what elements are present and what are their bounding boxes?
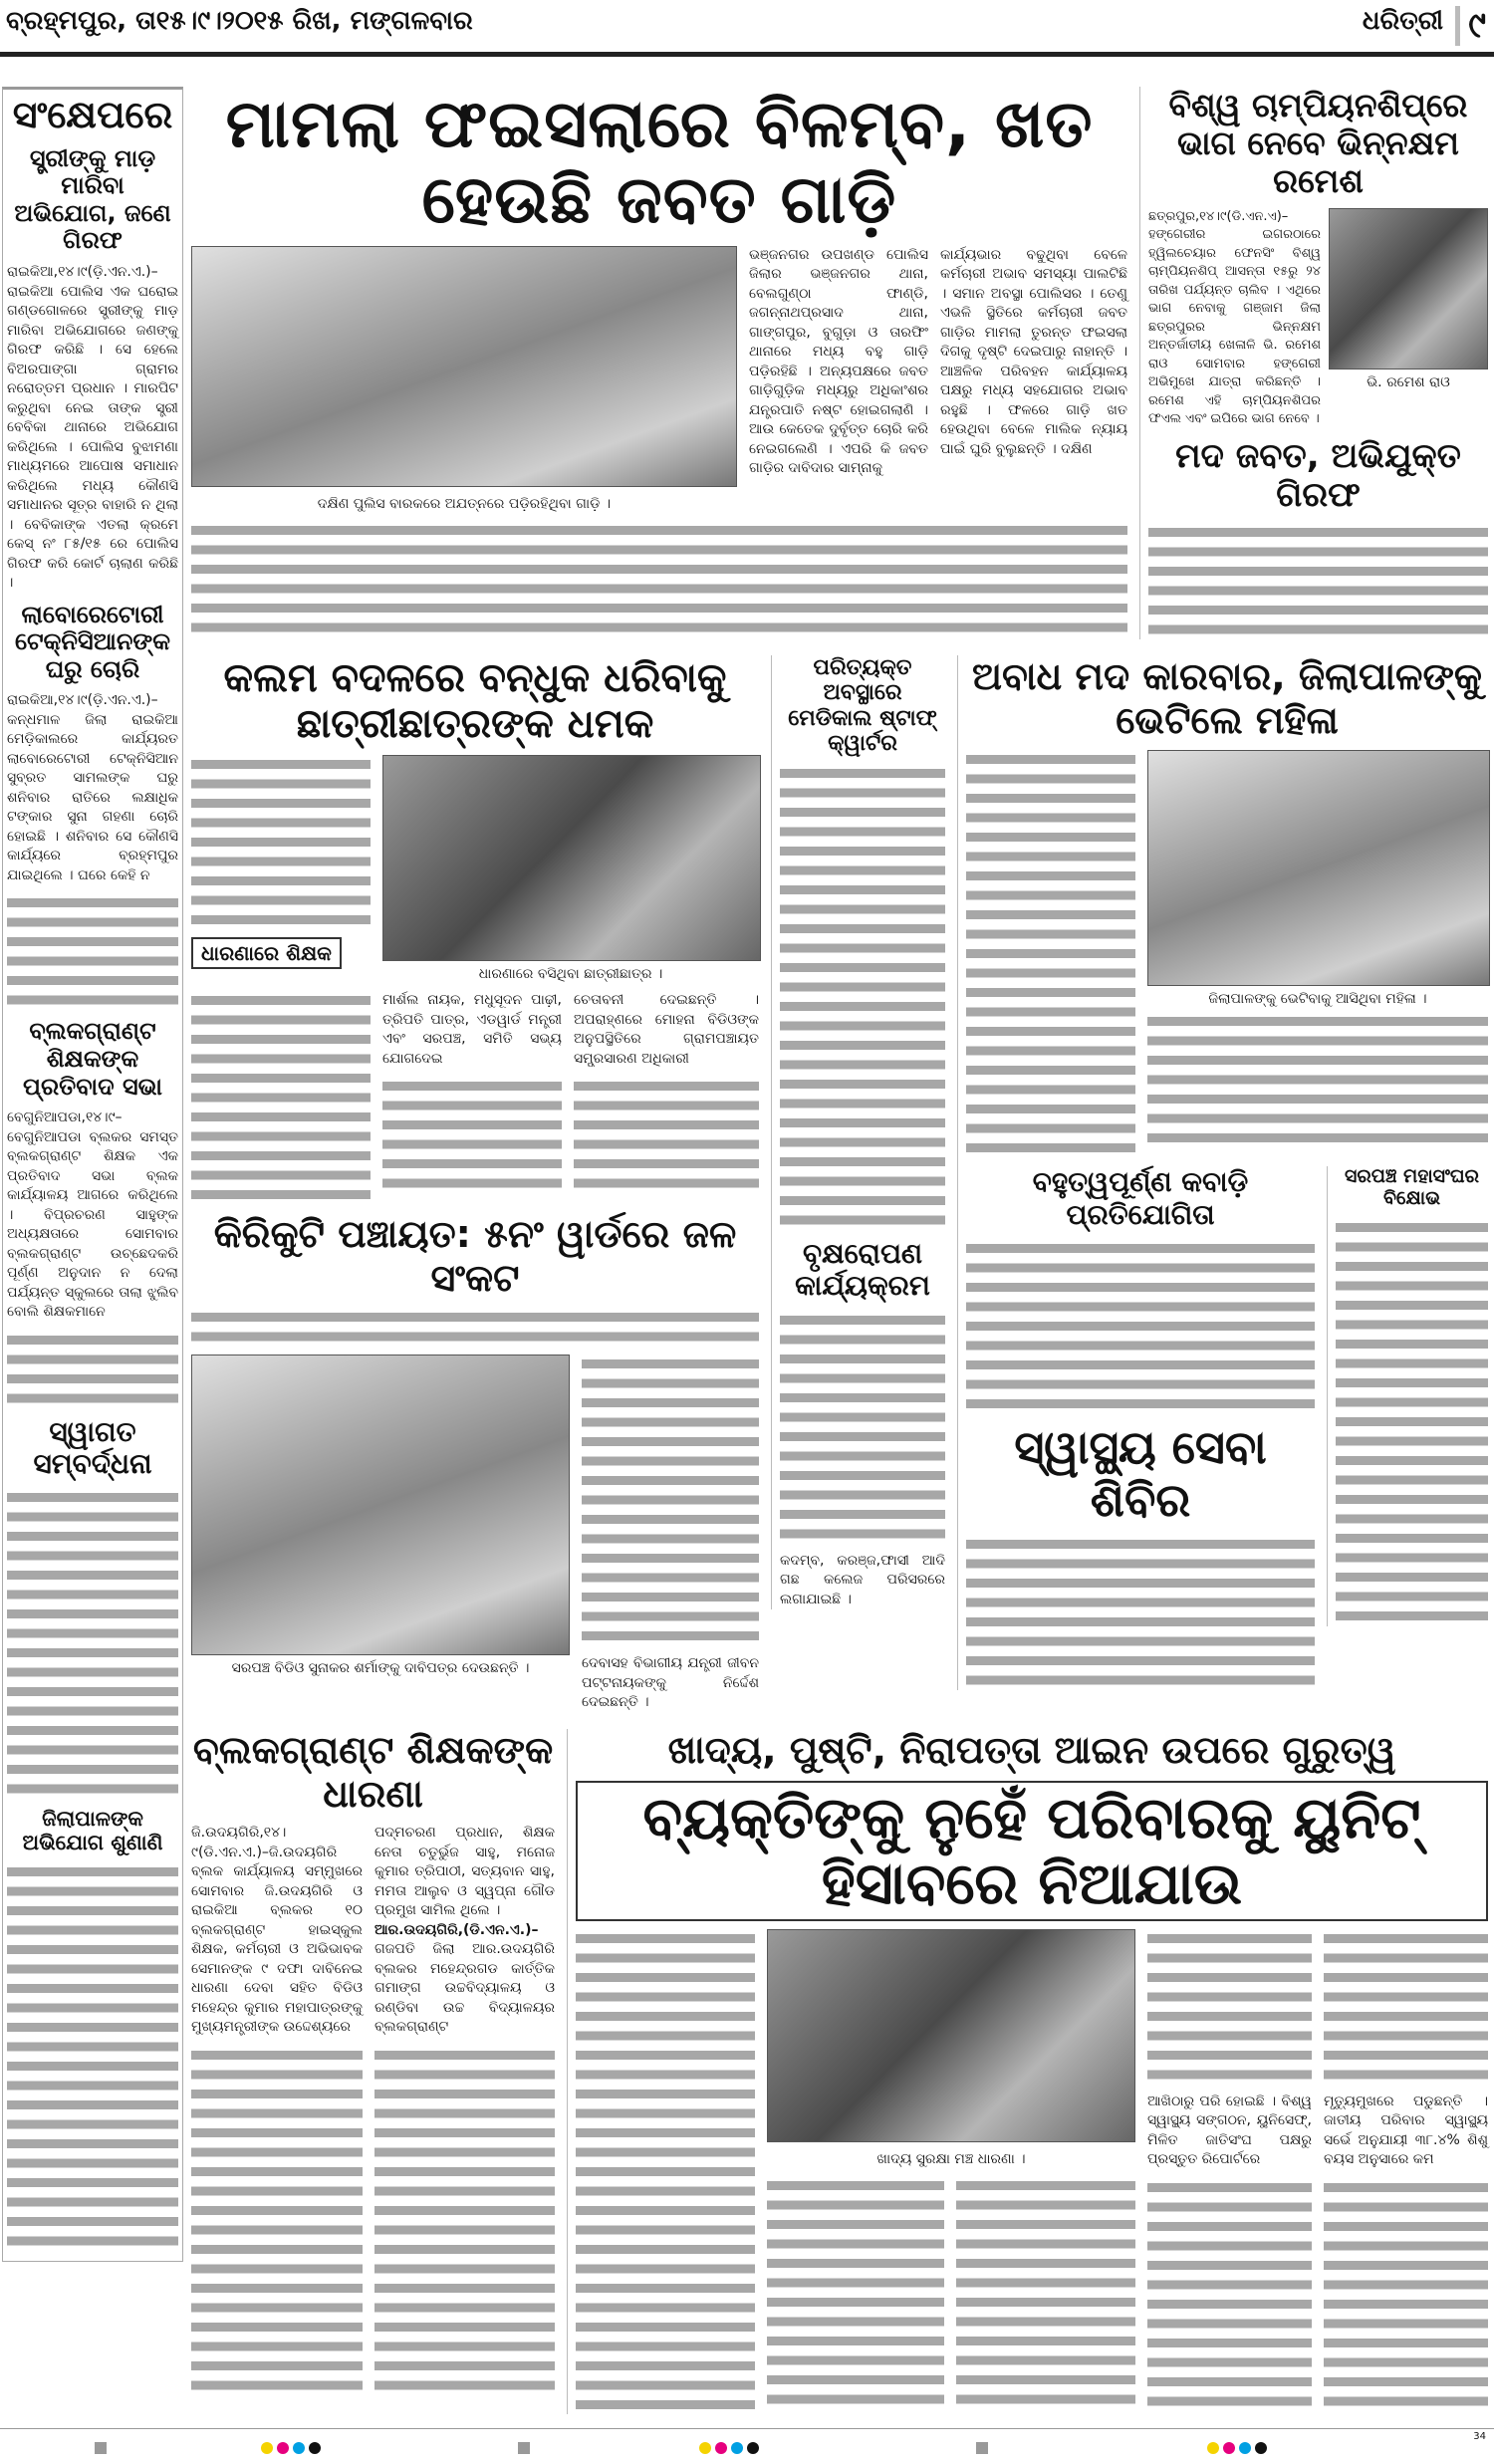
block-grant-col2-text: ପଦ୍ମଚରଣ ପ୍ରଧାନ, ଶିକ୍ଷକ ନେତା ଚତୁର୍ଭୁଜ ସାହୁ, ମନୋଜ କୁମାର ତ୍ରିପାଠୀ, ସତ୍ୟବାନ ସାହୁ, ମମତା ଆଲୁବ ଓ ସ୍ୱପ୍ନା ଗୌଡ ପ୍ରମୁଖ ସାମିଲ ଥିଲେ ।: [374, 1825, 555, 1919]
students-body-col: [191, 991, 371, 1205]
lead-row: [191, 246, 1127, 513]
brief-body: ରାଇକିଆ,୧୪।୯(ଡ଼ି.ଏନ.ଏ.)– ରାଇକିଆ ପୋଲିସ ଏକ ଘରୋଇ ଗଣ୍ଡଗୋଳରେ ସ୍ତ୍ରୀଙ୍କୁ ମାଡ଼ ମାରିବା ଅଭିଯୋଗରେ ଜଣଙ୍କୁ ଗିରଫ କରିଛି । ସେ ହେଲେ ବିଅରପାଙ୍ଗା ଗ୍ରାମର ନରୋତ୍ତମ ପ୍ରଧାନ । ମାରପିଟ କରୁଥିବା ନେଇ ତାଙ୍କ ସ୍ତ୍ରୀ ବେବିକା ଥାନାରେ ଅଭିଯୋଗ କରିଥିଲେ । ପୋଲିସ ବୁଝାମଣା ମାଧ୍ୟମରେ ଆପୋଷ ସମାଧାନ କରିଥିଲେ ମଧ୍ୟ କୌଣସି ସମାଧାନର ସୂତ୍ର ବାହାରି ନ ଥିଲା । ବେବିକାଙ୍କ ଏତଲା କ୍ରମେ କେସ୍ ନଂ ୮୫/୧୫ ରେ ପୋଲିସ ଗିରଫ କରି କୋର୍ଟ ଚାଲାଣ କରିଛି ।: [7, 264, 178, 592]
brief-headline: ସ୍ୱାଗତ ସମ୍ବର୍ଦ୍ଧନା: [33, 1414, 152, 1480]
food-security-headline: ବ୍ୟକ୍ତିଙ୍କୁ ନୁହେଁ ପରିବାରକୁ ୟୁନିଟ୍ ହିସାବରେ ନିଆଯାଉ: [576, 1781, 1488, 1921]
athlete-story: [1139, 87, 1488, 639]
students-protest-photo: [382, 755, 761, 961]
water-col: [582, 1355, 759, 1713]
water-photo: [191, 1355, 570, 1655]
lead-photo-abandoned-vehicles: [191, 246, 737, 487]
brief-headline: ବ୍ଲକଗ୍ରାଣ୍ଟ ଶିକ୍ଷକଙ୍କ ପ୍ରତିବାଦ ସଭା: [23, 1017, 162, 1101]
food-security-snippet-a: ଆଖିଠାରୁ ପରି ହୋଇଛି । ବିଶ୍ୱ ସ୍ୱାସ୍ଥ୍ୟ ସଙ୍ଗଠନ, ୟୁନିସେଫ୍, ମିଳିତ ଜାତିସଂଘ ପକ୍ଷରୁ ପ୍ରସ୍ତୁତ ରିପୋର୍ଟରେ: [1147, 2093, 1312, 2168]
gray-swatch: [518, 2439, 530, 2458]
women-block: [957, 655, 1488, 1690]
bottom-section: [191, 1729, 1488, 2414]
food-security-snippet-b: ମୃତ୍ୟୁମୁଖରେ ପଡୁଛନ୍ତି । ଜାତୀୟ ପରିବାର ସ୍ୱାସ୍ଥ୍ୟ ସର୍ଭେ ଅନୁଯାୟୀ ୩୮.୪% ଶିଶୁ ବୟସ ଅନୁସାରେ କମ: [1324, 2093, 1488, 2168]
page-number: ୯: [1455, 6, 1486, 46]
women-photo-block: [1147, 750, 1488, 1148]
food-security-col3-continued: [1147, 2178, 1312, 2411]
plantation-headline: ବୃକ୍ଷରୋପଣ କାର୍ଯ୍ୟକ୍ରମ: [795, 1237, 930, 1303]
water-crisis-headline: କିରିକୁଟି ପଞ୍ଚାୟତ: ୫ନଂ ୱାର୍ଡରେ ଜଳ ସଂକଟ: [213, 1212, 737, 1300]
lead-col1: [749, 246, 928, 479]
lead-body-col1: ଭଞ୍ଜନଗର ଉପଖଣ୍ଡ ପୋଲିସ ଜିଲାର ଭଞ୍ଜନଗର ଥାନା, ବେଲଗୁଣ୍ଠା ଫାଣ୍ଡି, ଜଗନ୍ନାଥପ୍ରସାଦ ଥାନା, ଗାଙ୍ଗପୁର, ବୁଗୁଡ଼ା ଓ ତାରଫିଂ ଥାନାରେ ମଧ୍ୟ ବହୁ ଗାଡ଼ି ପଡ଼ିରହିଛି । ଅନ୍ୟପକ୍ଷରେ ଜବତ ଗାଡ଼ିଗୁଡ଼ିକ ମଧ୍ୟରୁ ଅଧିକାଂଶର ଯନ୍ତ୍ରପାତି ନଷ୍ଟ ହୋଇଗଲାଣି । ଆଉ କେତେକ ଦୁର୍ବୃତ୍ତ ଚୋରି କରି ନେଇଗଲେଣି । ଏପରି କି ଜବତ ଗାଡ଼ିର ଦାବିଦାର ସାମ୍ନାକୁ: [749, 246, 928, 477]
block-grant-col1-block: [191, 1824, 363, 2395]
lead-story: [191, 87, 1127, 637]
sarpanch-headline: ସରପଞ୍ଚ ମହାସଂଘର ବିକ୍ଷୋଭ: [1344, 1165, 1480, 1210]
women-photo-caption: ଜିଲାପାଳଙ୍କୁ ଭେଟିବାକୁ ଆସିଥିବା ମହିଳା ।: [1208, 991, 1427, 1008]
kabaddi-health-block: [966, 1166, 1315, 1689]
block-grant-row: [191, 1824, 555, 2395]
students-water-block: [191, 655, 759, 1713]
students-photo-block: [382, 755, 759, 983]
header-dateline: ବ୍ରହ୍ମପୁର, ତା୧୫।୯।୨୦୧୫ ରିଖ, ମଙ୍ଗଳବାର: [6, 6, 473, 36]
brief-body: ରାଇକିଆ,୧୪।୯(ଡ଼ି.ଏନ.ଏ.)– କନ୍ଧମାଳ ଜିଲା ରାଇକିଆ ମେଡ଼ିକାଲରେ କାର୍ଯ୍ୟରତ ଲାବୋରେଟୋରୀ ଟେକ୍ନିସିଆନ ସୁବ୍ରତ ସାମଲଙ୍କ ଘରୁ ଶନିବାର ରାତିରେ ଲକ୍ଷାଧିକ ଟଙ୍କାର ସୁନା ଗହଣା ଚୋରି ହୋଇଛି । ଶନିବାର ସେ କୌଣସି କାର୍ଯ୍ୟରେ ବ୍ରହ୍ମପୁର ଯାଇଥିଲେ । ଘରେ କେହି ନ: [7, 692, 178, 883]
newspaper-brand: ଧରିତ୍ରୀ: [1362, 6, 1444, 36]
students-row: [191, 755, 759, 983]
kabaddi-body: [966, 1239, 1315, 1413]
food-security-col2b: [956, 2176, 1135, 2409]
food-security-story: [567, 1729, 1488, 2414]
block-grant-col1-continued: [191, 2046, 363, 2395]
students-headline: କଲମ ବଦଳରେ ବନ୍ଧୁକ ଧରିବାକୁ ଛାତ୍ରୀଛାତ୍ରଙ୍କ ଧମକ: [223, 655, 727, 747]
lead-photo-caption: ଦକ୍ଷିଣ ପୁଲିସ ବାରକରେ ଅଯତ୍ନରେ ପଡ଼ିରହିଥିବା ଗାଡ଼ି ।: [317, 495, 612, 512]
brief-body: [7, 1862, 178, 2251]
students-body-col: [382, 1077, 562, 1193]
block-grant-col2-continued: [374, 2046, 555, 2395]
brief-body: ବେଗୁନିଆପଡା,୧୪।୯– ବେଗୁନିଆପଡା ବ୍ଲକର ସମସ୍ତ ବ୍ଲକଗ୍ରାଣ୍ଟ ଶିକ୍ଷକ ଏକ ପ୍ରତିବାଦ ସଭା ବ୍ଲକ କାର୍ଯ୍ୟାଳୟ ଆଗରେ କରିଥିଲେ । ବିପ୍ରଚରଣ ସାହୁଙ୍କ ଅଧ୍ୟକ୍ଷତାରେ ସୋମବାର ବ୍ଲକଗ୍ରାଣ୍ଟ ଉଚ୍ଛେଦକରି ପୂର୍ଣ୍ଣ ଅନୁଦାନ ନ ଦେଲା ପର୍ଯ୍ୟନ୍ତ ସ୍କୁଲରେ ତାଲା ଝୁଲିବ ବୋଲି ଶିକ୍ଷକମାନେ: [7, 1109, 178, 1321]
water-body: [191, 1308, 759, 1347]
lead-photo-block: [191, 246, 737, 513]
food-security-col4-block: [1324, 1929, 1488, 2411]
dharana-label: ଧାରଣାରେ ଶିକ୍ଷକ: [191, 937, 342, 969]
page-header: [0, 0, 1494, 50]
medical-quarters-headline: ପରିତ୍ୟକ୍ତ ଅବସ୍ଥାରେ ମେଡିକାଲ ଷ୍ଟାଫ୍ କ୍ୱାର୍ଟର: [788, 655, 937, 756]
water-photo-block: [191, 1355, 570, 1677]
brief-headline: ଲାବୋରେଟୋରୀ ଟେକ୍ନିସିଆନଙ୍କ ଘରୁ ଚୋରି: [15, 600, 170, 683]
athlete-row: [1148, 208, 1488, 429]
block-grant-col2-rest: ଗଜପତି ଜିଲା ଆର.ଉଦୟଗିରି ବ୍ଲକର ମହେନ୍ଦ୍ରଗଡ କାର୍ତ୍ତିକ ଗମାଙ୍ଗ ଉଚ୍ଚବିଦ୍ୟାଳୟ ଓ ରଣ୍ଡିବା ଉଚ୍ଚ ବିଦ୍ୟାଳୟର ବ୍ଲକଗ୍ରାଣ୍ଟ: [374, 1941, 555, 2036]
health-camp-body: [966, 1535, 1315, 1690]
plantation-body: [780, 1311, 945, 1544]
athlete-photo: [1329, 208, 1488, 370]
students-snippet-b: ଚେତାବନୀ ଦେଇଛନ୍ତି । ଅପରାହ୍ଣରେ ମୋହନା ବିଡିଓଙ୍କ ଅନୁପସ୍ଥିତିରେ ଗ୍ରାମପଞ୍ଚାୟତ ସମ୍ପ୍ରସାରଣ ଅଧିକାରୀ: [574, 992, 759, 1067]
registration-marks: [697, 2439, 761, 2458]
food-security-col1: [576, 1929, 755, 2414]
food-security-col2a: [767, 2176, 944, 2409]
print-footer: [0, 2428, 1494, 2464]
briefs-title: ସଂକ୍ଷେପରେ: [12, 93, 173, 136]
top-section: [191, 87, 1488, 639]
plantation-snippet: କଦମ୍ବ, କରଞ୍ଜ,ଫାସୀ ଆଦି ଗଛ କଲେଜ ପରିସରରେ ଲଗାଯାଇଛି ।: [780, 1552, 945, 1607]
athlete-photo-caption: ଭି. ରମେଶ ରାଓ: [1367, 373, 1450, 390]
food-security-col3-block: [1147, 1929, 1312, 2411]
students-columns: [191, 991, 759, 1205]
page-code: 34: [1473, 2430, 1486, 2442]
food-security-col3: [1147, 1929, 1312, 2085]
students-col-a: [382, 991, 562, 1193]
students-col-b: [574, 991, 759, 1193]
block-grant-story: [191, 1729, 555, 2395]
food-security-middle: [767, 1929, 1135, 2409]
kabaddi-headline: ବହୁତ୍ୱପୂର୍ଣ୍ଣ କବାଡ଼ି ପ୍ରତିଯୋଗିତା: [1032, 1165, 1249, 1231]
lead-body-bottom: [191, 521, 1127, 637]
food-security-col4-continued: [1324, 2178, 1488, 2411]
athlete-photo-block: [1329, 208, 1488, 391]
kabaddi-sarpanch-row: [966, 1166, 1488, 1689]
water-photo-caption: ସରପଞ୍ଚ ବିଡିଓ ସୁନାକର ଶର୍ମାଙ୍କୁ ଦାବିପତ୍ର ଦେଉଛନ୍ତି ।: [231, 1660, 530, 1677]
lead-body-col2: କାର୍ଯ୍ୟଭାର ବଢୁଥିବା ବେଳେ କର୍ମଚାରୀ ଅଭାବ ସମସ୍ୟା ପାଲଟିଛି । ସମାନ ଅବସ୍ଥା ପୋଲିସର । ତେଣୁ ଏଭଳି ସ୍ଥିତିରେ କର୍ମଚାରୀ ଜବତ ଗାଡ଼ିର ମାମଲା ତୁରନ୍ତ ଫଇସଲା ଦିଗକୁ ଦୃଷ୍ଟି ଦେଇପାରୁ ନାହାନ୍ତି । ଆଞ୍ଚଳିକ ପରିବହନ କାର୍ଯ୍ୟାଳୟ ପକ୍ଷରୁ ମଧ୍ୟ ସହଯୋଗର ଅଭାବ ରହୁଛି । ଫଳରେ ଗାଡ଼ି ଖତ ହେଉଥିବା ବେଳେ ମାଲିକ ନ୍ୟାୟ ପାଇଁ ଘୁରି ବୁଲୁଛନ୍ତି । ଦକ୍ଷିଣ: [940, 246, 1127, 457]
students-snippet-a: ମାର୍ଶଲ ନାୟକ, ମଧୁସୂଦନ ପାଢ଼ୀ, ତ୍ରିପତି ପାତ୍ର, ଏଡୱାର୍ଡ ମନ୍ତ୍ରୀ ଏବଂ ସରପଞ୍ଚ, ସମିତି ସଭ୍ୟ ଯୋଗଦେଇ: [382, 992, 562, 1067]
block-grant-col1: ଜି.ଉଦୟଗିରି,୧୪।୯(ଡି.ଏନ.ଏ.)–ଜି.ଉଦୟଗିରି ବ୍ଲକ କାର୍ଯ୍ୟାଳୟ ସମ୍ମୁଖରେ ସୋମବାର ଜି.ଉଦୟଗିରି ଓ ରାଇକିଆ ବ୍ଲକର ୧୦ ବ୍ଲକଗ୍ରାଣ୍ଟ ହାଇସ୍କୁଲ ଶିକ୍ଷକ, କର୍ମଚାରୀ ଓ ଅଭିଭାବକ ସେମାନଙ୍କ ୯ ଦଫା ଦାବିନେଇ ଧାରଣା ଦେବା ସହିତ ବିଡିଓ ମହେନ୍ଦ୍ର କୁମାର ମହାପାତ୍ରଙ୍କୁ ମୁଖ୍ୟମନ୍ତ୍ରୀଙ୍କ ଉଦ୍ଦେଶ୍ୟରେ: [191, 1825, 363, 2036]
liquor-seized-headline: ମଦ ଜବତ, ଅଭିଯୁକ୍ତ ଗିରଫ: [1175, 435, 1461, 515]
water-snippet: ଦେବାସହ ବିଭାଗୀୟ ଯନ୍ତ୍ରୀ ଜୀବନ ପଟ୍ଟନାୟକଙ୍କୁ ନିର୍ଦ୍ଦେଶ ଦେଇଛନ୍ତି ।: [582, 1655, 759, 1711]
brief-body: [7, 1488, 178, 1799]
block-grant-headline: ବ୍ଲକଗ୍ରାଣ୍ଟ ଶିକ୍ଷକଙ୍କ ଧାରଣା: [192, 1727, 554, 1816]
liquor-seized-body: [1148, 523, 1488, 639]
women-photo: [1147, 750, 1490, 986]
page-body: [0, 57, 1494, 2414]
medical-quarters-body: [780, 764, 945, 1230]
brief-body-continued: [7, 1331, 178, 1408]
gray-swatch: [976, 2439, 988, 2458]
students-body: [191, 755, 371, 929]
block-grant-col2: [374, 1824, 555, 2395]
students-body-col: [574, 1077, 759, 1193]
women-row: [966, 750, 1488, 1158]
medical-plantation-block: [771, 655, 945, 1609]
food-security-under-photo: [767, 2176, 1135, 2409]
health-camp-headline: ସ୍ୱାସ୍ଥ୍ୟ ସେବା ଶିବିର: [1014, 1419, 1267, 1527]
food-security-photo-caption: ଖାଦ୍ୟ ସୁରକ୍ଷା ମଞ୍ଚ ଧାରଣା ।: [876, 2150, 1026, 2167]
gray-swatch: [95, 2439, 107, 2458]
food-security-photo: [767, 1929, 1135, 2142]
main-content: [191, 87, 1488, 2414]
women-body-col: [1147, 1012, 1488, 1148]
women-headline: ଅବାଧ ମଦ କାରବାର, ଜିଲାପାଳଙ୍କୁ ଭେଟିଲେ ମହିଳା: [972, 654, 1482, 742]
students-left: [191, 755, 371, 969]
students-photo-caption: ଧାରଣାରେ ବସିଥିବା ଛାତ୍ରୀଛାତ୍ର ।: [478, 966, 663, 982]
lead-col2: [940, 246, 1127, 460]
registration-marks: [1205, 2439, 1269, 2458]
brief-headline: ଜିଲାପାଳଙ୍କ ଅଭିଯୋଗ ଶୁଣାଣି: [22, 1807, 163, 1855]
women-body: [966, 750, 1135, 1158]
block-grant-dateline: ଆର.ଉଦୟଗିରି,(ଡି.ଏନ.ଏ.)–: [374, 1921, 539, 1938]
food-security-col4: [1324, 1929, 1488, 2085]
food-security-kicker: ଖାଦ୍ୟ, ପୁଷ୍ଟି, ନିରାପତ୍ତା ଆଇନ ଉପରେ ଗୁରୁତ୍ୱ: [667, 1727, 1396, 1772]
middle-section: [191, 655, 1488, 1713]
brief-headline: ସ୍ତ୍ରୀଙ୍କୁ ମାଡ଼ ମାରିବା ଅଭିଯୋଗ, ଜଣେ ଗିରଫ: [14, 143, 171, 255]
briefs-column: [2, 87, 183, 2262]
water-row: [191, 1355, 759, 1713]
registration-marks: [259, 2439, 323, 2458]
brief-body-continued: [7, 893, 178, 1010]
food-security-row: [576, 1929, 1488, 2414]
athlete-headline: ବିଶ୍ୱ ଚାମ୍ପିୟନଶିପ୍‌ରେ ଭାଗ ନେବେ ଭିନ୍ନକ୍ଷମ ରମେଶ: [1168, 86, 1468, 200]
water-body-col: [582, 1355, 759, 1646]
athlete-body: ଛତ୍ରପୁର,୧୪।୯(ଡି.ଏନ.ଏ)– ହଙ୍ଗେରୀର ଇଗରଠାରେ ହ୍ୱିଲଚେୟାର ଫେନସିଂ ବିଶ୍ୱ ଚାମ୍ପିୟନଶିପ୍ ଆସନ୍ତା ୧୫ରୁ ୨୪ ତାରିଖ ପର୍ଯ୍ୟନ୍ତ ଚାଲିବ । ଏଥିରେ ଭାଗ ନେବାକୁ ଗଞ୍ଜାମ ଜିଲା ଛତ୍ରପୁରର ଭିନ୍ନକ୍ଷମ ଅନ୍ତର୍ଜାତୀୟ ଖେଳାଳି ଭି. ରମେଶ ରାଓ ସୋମବାର ହଙ୍ଗେରୀ ଅଭିମୁଖେ ଯାତ୍ରା କରିଛନ୍ତି । ରମେଶ ଏହି ଚାମ୍ପିୟନଶିପର ଫଏଲ ଏବଂ ଇପିରେ ଭାଗ ନେବେ ।: [1148, 208, 1321, 427]
sarpanch-body: [1336, 1218, 1488, 1626]
lead-headline: ମାମଲା ଫଇସଲାରେ ବିଳମ୍ବ, ଖତ ହେଉଛି ଜବତ ଗାଡ଼ି: [225, 86, 1094, 238]
sarpanch-block: [1327, 1166, 1488, 1626]
